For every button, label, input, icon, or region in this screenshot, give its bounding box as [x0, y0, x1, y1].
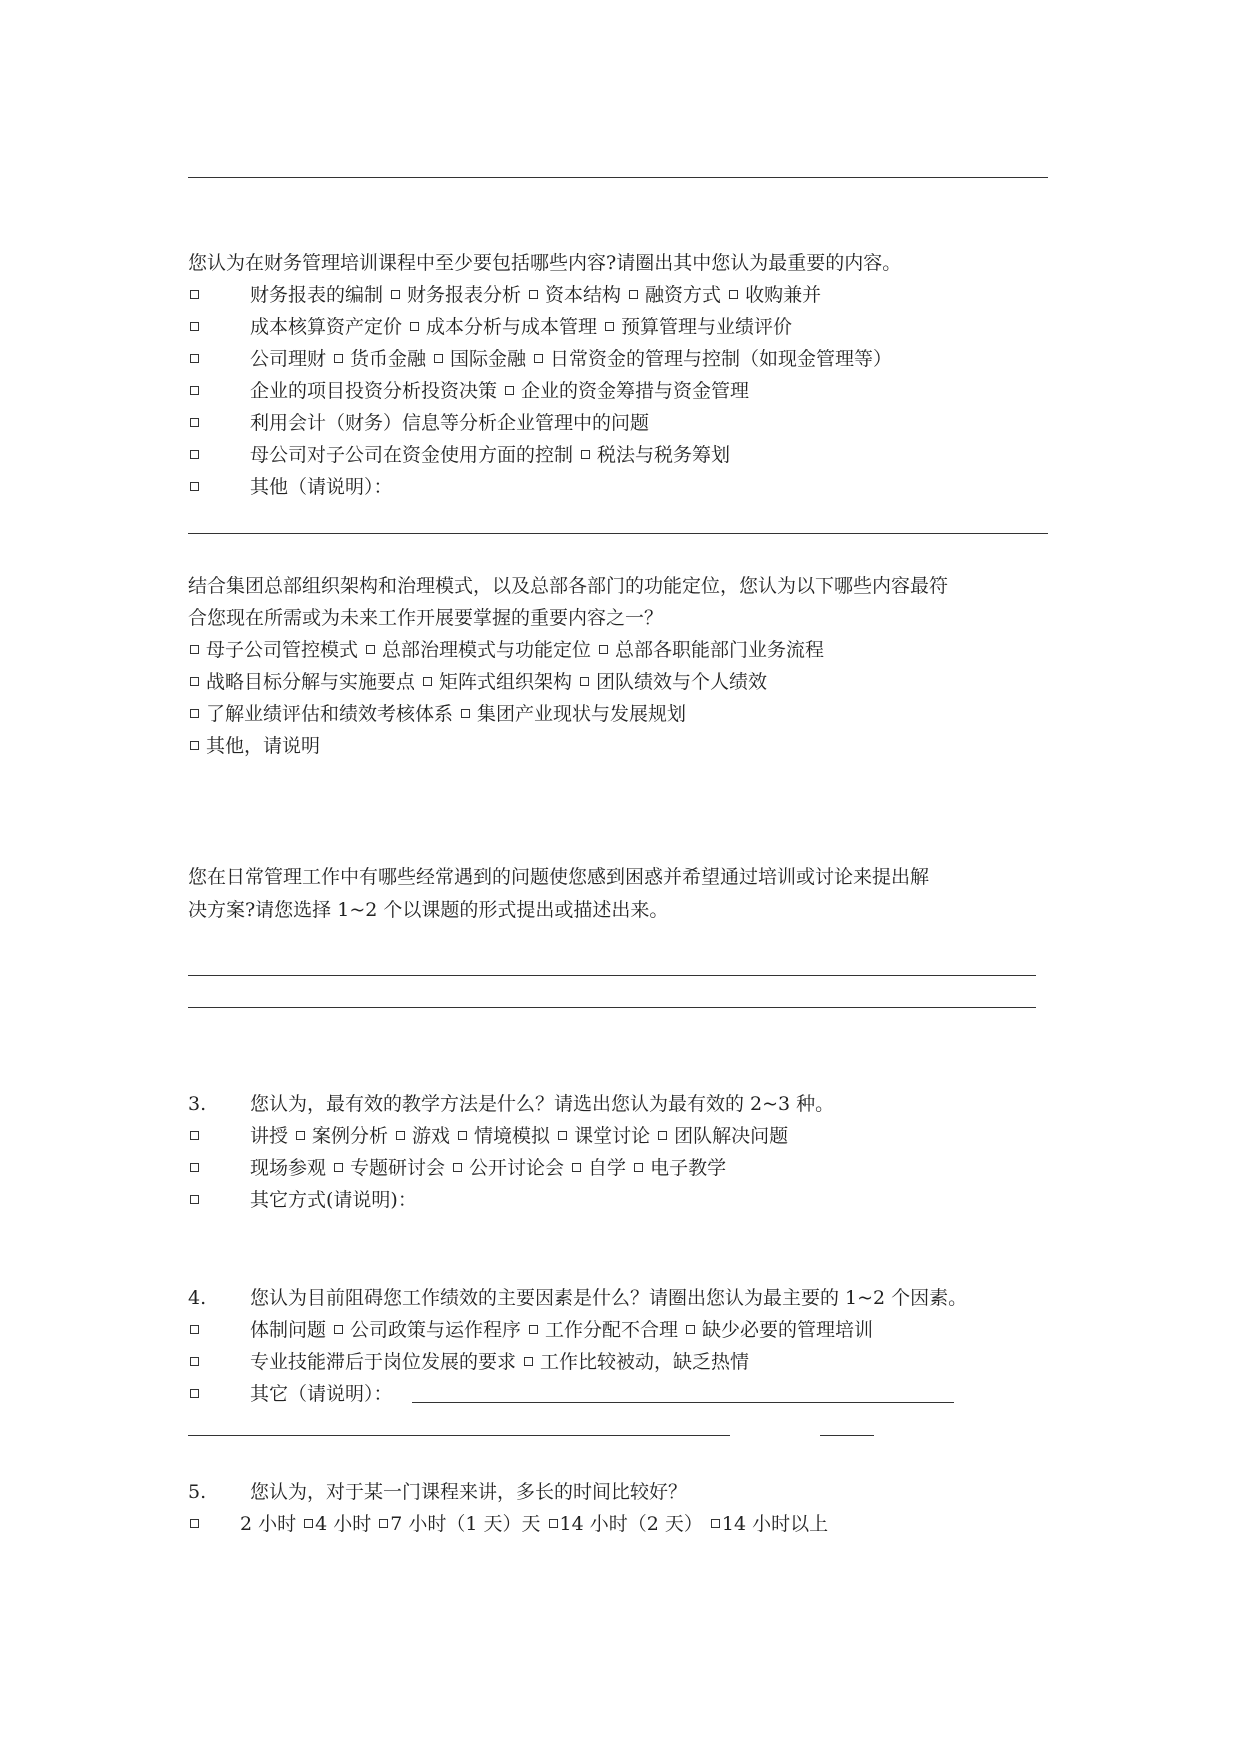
checkbox[interactable]: [190, 322, 199, 331]
option-label: 4 小时: [315, 1513, 372, 1535]
option-label: 利用会计（财务）信息等分析企业管理中的问题: [250, 412, 650, 434]
checkbox[interactable]: [505, 386, 514, 395]
option-row: [188, 347, 892, 371]
checkbox[interactable]: [534, 354, 543, 363]
checkbox[interactable]: [461, 709, 470, 718]
option-label: 团队解决问题: [674, 1125, 789, 1147]
option-label: 其他，请说明: [206, 735, 321, 757]
option-row: [188, 1318, 873, 1342]
checkbox[interactable]: [190, 386, 199, 395]
option-label: 国际金融: [450, 348, 527, 370]
option-label: 企业的资金筹措与资金管理: [521, 380, 750, 402]
option-row: [188, 1350, 749, 1374]
option-row: [188, 1156, 726, 1180]
option-label: 总部各职能部门业务流程: [615, 639, 825, 661]
q4-answer-line-a[interactable]: [412, 1402, 954, 1403]
option-label: 体制问题: [250, 1319, 327, 1341]
option-label: 14 小时以上: [721, 1513, 829, 1535]
option-label: 货币金融: [350, 348, 427, 370]
option-label: 战略目标分解与实施要点: [206, 671, 416, 693]
checkbox[interactable]: [410, 322, 419, 331]
option-label: 融资方式: [645, 284, 722, 306]
option-label: 情境模拟: [474, 1125, 551, 1147]
answer-line-2[interactable]: [188, 1007, 1036, 1008]
question-5-prompt: [188, 1480, 687, 1504]
checkbox[interactable]: [190, 1357, 199, 1366]
question-4-prompt: [188, 1286, 967, 1310]
option-label: 工作比较被动，缺乏热情: [540, 1351, 750, 1373]
option-label: 工作分配不合理: [545, 1319, 679, 1341]
checkbox[interactable]: [581, 450, 590, 459]
option-label: 其它（请说明）：: [250, 1383, 393, 1405]
option-label: 现场参观: [250, 1157, 327, 1179]
checkbox[interactable]: [396, 1131, 405, 1140]
option-label: 专业技能滞后于岗位发展的要求: [250, 1351, 517, 1373]
checkbox[interactable]: [391, 290, 400, 299]
option-label: 缺少必要的管理培训: [702, 1319, 874, 1341]
checkbox[interactable]: [558, 1131, 567, 1140]
option-label: 财务报表分析: [407, 284, 522, 306]
option-label: 自学: [588, 1157, 627, 1179]
option-label: 集团产业现状与发展规划: [477, 703, 687, 725]
option-label: 公开讨论会: [469, 1157, 565, 1179]
question-4-number: 4.: [188, 1287, 207, 1309]
checkbox[interactable]: [605, 322, 614, 331]
q4-answer-line-c[interactable]: [820, 1435, 874, 1436]
question-hq-prompt-line2: 合您现在所需或为未来工作开展要掌握的重要内容之一？: [188, 607, 664, 629]
checkbox[interactable]: [580, 677, 589, 686]
checkbox[interactable]: [190, 354, 199, 363]
option-row: [188, 283, 821, 307]
option-label: 电子教学: [650, 1157, 727, 1179]
option-label: 14 小时（2 天）: [559, 1513, 703, 1535]
question-4-text: 您认为目前阻碍您工作绩效的主要因素是什么？请圈出您认为最主要的 1~2 个因素。: [250, 1287, 968, 1309]
checkbox[interactable]: [434, 354, 443, 363]
option-label: 了解业绩评估和绩效考核体系: [206, 703, 454, 725]
option-label: 其它方式(请说明)：: [250, 1189, 417, 1211]
option-row: [188, 638, 824, 662]
answer-line-1[interactable]: [188, 975, 1036, 976]
option-label: 母子公司管控模式: [206, 639, 359, 661]
option-row: [188, 1188, 417, 1212]
checkbox[interactable]: [190, 1389, 199, 1398]
checkbox[interactable]: [334, 1163, 343, 1172]
checkbox[interactable]: [549, 1519, 558, 1528]
checkbox[interactable]: [453, 1163, 462, 1172]
q5-options: [188, 1512, 828, 1536]
checkbox[interactable]: [296, 1131, 305, 1140]
option-label: 游戏: [412, 1125, 451, 1147]
checkbox[interactable]: [190, 1519, 199, 1528]
option-label: 7 小时（1 天）天: [390, 1513, 541, 1535]
checkbox[interactable]: [458, 1131, 467, 1140]
checkbox[interactable]: [711, 1519, 720, 1528]
question-problems-prompt-line2: 决方案?请您选择 1~2 个以课题的形式提出或描述出来。: [188, 899, 669, 921]
option-row: [188, 379, 749, 403]
option-label: 矩阵式组织架构: [439, 671, 573, 693]
option-label: 成本核算资产定价: [250, 316, 403, 338]
option-label: 预算管理与业绩评价: [621, 316, 793, 338]
option-label: 专题研讨会: [350, 1157, 446, 1179]
checkbox[interactable]: [686, 1325, 695, 1334]
option-label: 税法与税务筹划: [597, 444, 731, 466]
q4-answer-line-b[interactable]: [188, 1435, 730, 1436]
checkbox[interactable]: [190, 418, 199, 427]
option-row: [188, 702, 686, 726]
checkbox[interactable]: [366, 645, 375, 654]
question-3-text: 您认为，最有效的教学方法是什么？请选出您认为最有效的 2~3 种。: [250, 1093, 835, 1115]
option-label: 财务报表的编制: [250, 284, 384, 306]
checkbox[interactable]: [599, 645, 608, 654]
checkbox[interactable]: [190, 1325, 199, 1334]
checkbox[interactable]: [634, 1163, 643, 1172]
option-row: [188, 670, 767, 694]
question-5-text: 您认为，对于某一门课程来讲，多长的时间比较好？: [250, 1481, 688, 1503]
option-row: [188, 443, 730, 467]
checkbox[interactable]: [190, 709, 199, 718]
question-finance-prompt: 您认为在财务管理培训课程中至少要包括哪些内容?请圈出其中您认为最重要的内容。: [188, 252, 902, 274]
option-label: 公司政策与运作程序: [350, 1319, 522, 1341]
checkbox[interactable]: [334, 354, 343, 363]
option-label: 2 小时: [240, 1513, 297, 1535]
checkbox[interactable]: [190, 741, 199, 750]
option-label: 公司理财: [250, 348, 327, 370]
checkbox[interactable]: [334, 1325, 343, 1334]
option-label: 课堂讨论: [574, 1125, 651, 1147]
checkbox[interactable]: [529, 290, 538, 299]
option-row: [188, 1382, 393, 1406]
checkbox[interactable]: [190, 677, 199, 686]
checkbox[interactable]: [423, 677, 432, 686]
option-label: 日常资金的管理与控制（如现金管理等）: [550, 348, 893, 370]
option-label: 母公司对子公司在资金使用方面的控制: [250, 444, 574, 466]
finance-divider: [188, 533, 1048, 534]
checkbox[interactable]: [190, 482, 199, 491]
checkbox[interactable]: [190, 450, 199, 459]
checkbox[interactable]: [629, 290, 638, 299]
option-label: 团队绩效与个人绩效: [596, 671, 768, 693]
option-row: [188, 411, 649, 435]
checkbox[interactable]: [572, 1163, 581, 1172]
option-label: 收购兼并: [745, 284, 822, 306]
option-label: 总部治理模式与功能定位: [382, 639, 592, 661]
checkbox[interactable]: [529, 1325, 538, 1334]
checkbox[interactable]: [524, 1357, 533, 1366]
option-label: 成本分析与成本管理: [426, 316, 598, 338]
checkbox[interactable]: [190, 290, 199, 299]
option-row: [188, 475, 393, 499]
checkbox[interactable]: [304, 1519, 313, 1528]
question-3-prompt: [188, 1092, 834, 1116]
option-row: [188, 315, 792, 339]
option-row: [188, 734, 320, 758]
question-3-number: 3.: [188, 1093, 207, 1115]
option-label: 案例分析: [312, 1125, 389, 1147]
option-label: 其他（请说明）：: [250, 476, 393, 498]
question-hq-prompt-line1: 结合集团总部组织架构和治理模式，以及总部各部门的功能定位，您认为以下哪些内容最符: [188, 575, 949, 597]
checkbox[interactable]: [190, 1195, 199, 1204]
checkbox[interactable]: [729, 290, 738, 299]
option-row: [188, 1124, 788, 1148]
top-divider: [188, 177, 1048, 178]
checkbox[interactable]: [190, 1163, 199, 1172]
checkbox[interactable]: [379, 1519, 388, 1528]
option-label: 资本结构: [545, 284, 622, 306]
checkbox[interactable]: [190, 645, 199, 654]
checkbox[interactable]: [658, 1131, 667, 1140]
option-label: 企业的项目投资分析投资决策: [250, 380, 498, 402]
question-5-number: 5.: [188, 1481, 207, 1503]
question-problems-prompt-line1: 您在日常管理工作中有哪些经常遇到的问题使您感到困惑并希望通过培训或讨论来提出解: [188, 866, 930, 888]
option-label: 讲授: [250, 1125, 289, 1147]
checkbox[interactable]: [190, 1131, 199, 1140]
